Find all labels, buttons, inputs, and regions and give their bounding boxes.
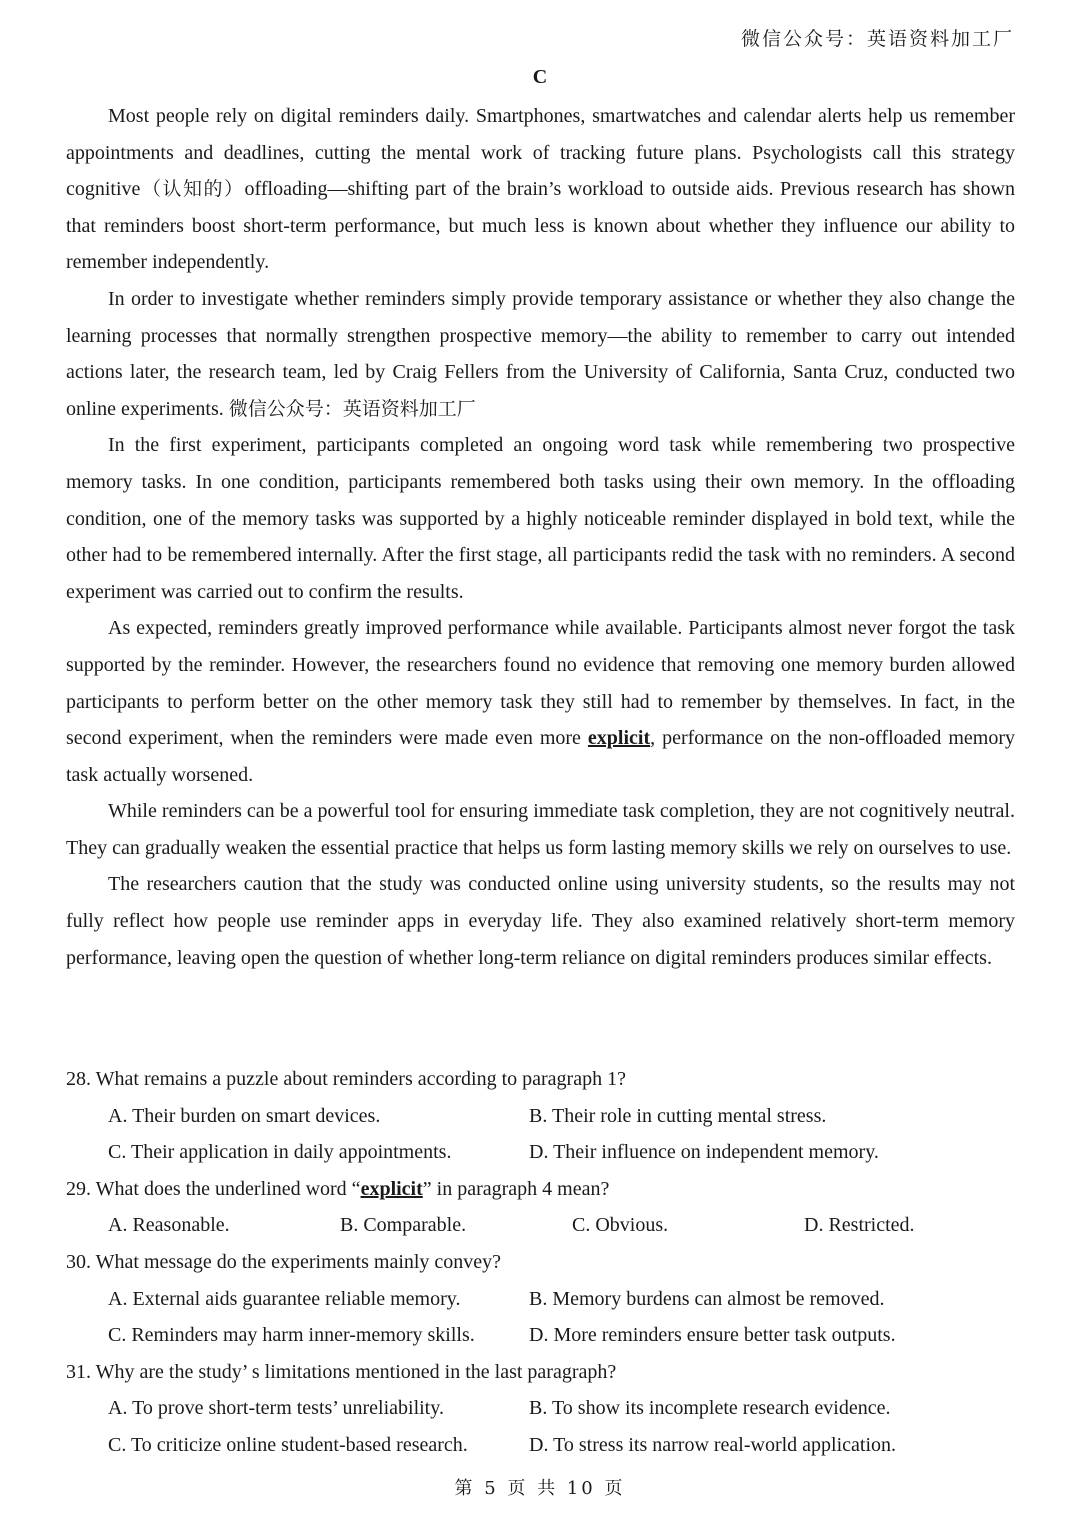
- question-30-options: [66, 1281, 1015, 1354]
- header-watermark-note: 微信公众号：英语资料加工厂: [740, 28, 1014, 50]
- question-30-stem: 30. What message do the experiments mainly convey?: [66, 1250, 502, 1273]
- section-title: C: [532, 66, 548, 88]
- question-31-option-c[interactable]: C. To criticize online student-based research.: [108, 1433, 468, 1456]
- paragraph-3: In the first experiment, participants completed an ongoing word task while remembering two prospective memory tasks. In one condition, participants remembered both tasks using their own memory. In the offloading condition, one of the memory tasks was supported by a highly noticeable reminder displayed in bold text, while the other had to be remembered internally. After the first stage, all participants redid the task with no reminders. A second experiment was carried out to confirm the results.: [66, 434, 1015, 603]
- paragraph-1-text-a: Most people rely on digital reminders daily. Smartphones, smartwatches and calendar alerts help us remember appointments and deadlines, cutting the mental work of tracking future plans. Psychologists call this strategy cognitive: [66, 105, 1015, 201]
- question-28-options: [66, 1098, 1015, 1171]
- question-29-option-b[interactable]: B. Comparable.: [340, 1214, 467, 1237]
- question-29-options: [66, 1207, 1015, 1244]
- question-30-option-a[interactable]: A. External aids guarantee reliable memory.: [108, 1287, 461, 1310]
- question-29-stem-a: 29. What does the underlined word “: [66, 1177, 361, 1200]
- paragraph-2-watermark: 微信公众号：英语资料加工厂: [228, 397, 476, 420]
- question-29-keyword: explicit: [360, 1177, 423, 1200]
- paragraph-4-text-a: As expected, reminders greatly improved performance while available. Participants almost never forgot the task supported by the reminder. However, the researchers found no evidence that removing one memory burden allowed participants to perform better on the other memory task they still had to remember by themselves. In fact, in the second experiment, when the reminders were made even more: [66, 617, 1015, 750]
- reading-passage: [66, 98, 1015, 976]
- paragraph-1-chinese-gloss: （认知的）: [140, 178, 245, 201]
- question-28-option-d[interactable]: D. Their influence on independent memory.: [529, 1141, 879, 1164]
- question-29-option-d[interactable]: D. Restricted.: [804, 1214, 915, 1237]
- question-list: [66, 1061, 1015, 1464]
- question-31-option-d[interactable]: D. To stress its narrow real-world application.: [529, 1433, 897, 1456]
- question-31-stem: 31. Why are the study’ s limitations mentioned in the last paragraph?: [66, 1360, 617, 1383]
- question-31-option-b[interactable]: B. To show its incomplete research evidence.: [529, 1397, 891, 1420]
- page-number: 第 5 页 共 10 页: [454, 1478, 626, 1499]
- question-30-option-c[interactable]: C. Reminders may harm inner-memory skills.: [108, 1324, 475, 1347]
- paragraph-5: While reminders can be a powerful tool for ensuring immediate task completion, they are not cognitively neutral. They can gradually weaken the essential practice that helps us form lasting memory skills we rely on ourselves to use.: [66, 800, 1015, 859]
- question-28-stem: 28. What remains a puzzle about reminders according to paragraph 1?: [66, 1068, 626, 1090]
- paragraph-4: [66, 610, 1015, 793]
- question-31-option-a[interactable]: A. To prove short-term tests’ unreliability.: [108, 1397, 444, 1420]
- paragraph-1: [66, 98, 1015, 281]
- paragraph-6: The researchers caution that the study was conducted online using university students, so the results may not fully reflect how people use reminder apps in everyday life. They also examined relatively short-term memory performance, leaving open the question of whether long-term reliance on digital reminders produces similar effects.: [66, 873, 1015, 969]
- question-29-stem: [66, 1171, 1015, 1208]
- question-28-option-b[interactable]: B. Their role in cutting mental stress.: [529, 1104, 827, 1127]
- question-28-option-c[interactable]: C. Their application in daily appointments.: [108, 1141, 452, 1164]
- paragraph-2: [66, 281, 1015, 427]
- underlined-keyword: explicit: [587, 727, 651, 750]
- question-29-stem-b: ” in paragraph 4 mean?: [422, 1177, 610, 1200]
- question-30-option-b[interactable]: B. Memory burdens can almost be removed.: [529, 1287, 885, 1310]
- question-29-option-a[interactable]: A. Reasonable.: [108, 1214, 230, 1237]
- question-28-option-a[interactable]: A. Their burden on smart devices.: [108, 1104, 381, 1127]
- question-29-option-c[interactable]: C. Obvious.: [572, 1214, 669, 1237]
- question-30-option-d[interactable]: D. More reminders ensure better task outputs.: [529, 1324, 896, 1347]
- paragraph-1-text-b: offloading—shifting part of the brain’s workload to outside aids. Previous research has shown that reminders boost short-term performance, but much less is known about whether they influence our ability to remember independently.: [66, 178, 1015, 274]
- paragraph-2-text: In order to investigate whether reminders simply provide temporary assistance or whether they also change the learning processes that normally strengthen prospective memory—the ability to remember to carry out intended actions later, the research team, led by Craig Fellers from the University of California, Santa Cruz, conducted two online experiments.: [66, 287, 1015, 420]
- paragraph-4-text-b: , performance on the non-offloaded memory task actually worsened.: [66, 727, 1015, 786]
- question-31-options: [66, 1390, 1015, 1463]
